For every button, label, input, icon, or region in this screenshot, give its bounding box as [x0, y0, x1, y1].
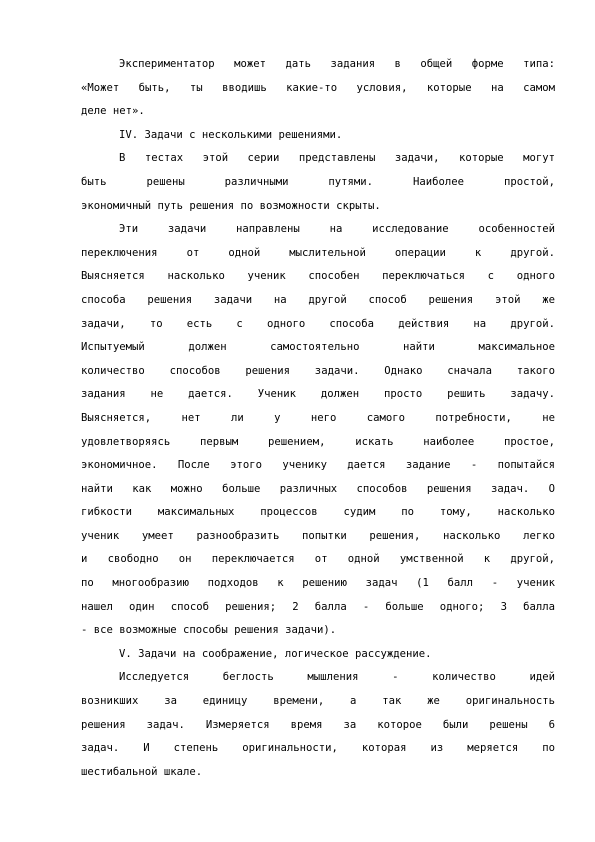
section-heading-v: V. Задачи на соображение, логическое рассуждение.	[119, 647, 432, 660]
paragraph-line: найти как можно больше различных способов решения задач. О	[81, 482, 555, 495]
paragraph-line: решения задач. Измеряется время за которое были решены 6	[81, 718, 555, 731]
paragraph-line: нашел один способ решения; 2 балла - больше одного; 3 балла	[81, 600, 555, 613]
paragraph-line: ученик умеет разнообразить попытки решения, насколько легко	[81, 529, 555, 542]
paragraph-line: Испытуемый должен самостоятельно найти максимальное	[81, 341, 555, 354]
paragraph-line: деле нет».	[81, 105, 145, 118]
paragraph-line: удовлетворяясь первым решением, искать наиболее простое,	[81, 435, 555, 448]
paragraph-line: задания не дается. Ученик должен просто решить задачу.	[81, 388, 555, 401]
paragraph-line: экономичный путь решения по возможности скрыты.	[81, 199, 381, 212]
paragraph-line: - все возможные способы решения задачи).	[81, 624, 337, 637]
paragraph-line: способа решения задачи на другой способ решения этой же	[81, 293, 555, 306]
paragraph-line: Выясняется, нет ли у него самого потребности, не	[81, 411, 555, 424]
paragraph-line: по многообразию подходов к решению задач (1 балл - ученик	[81, 577, 555, 590]
paragraph-line: задачи, то есть с одного способа действия на другой.	[81, 317, 555, 330]
paragraph-line: Выясняется насколько ученик способен переключаться с одного	[81, 270, 555, 283]
paragraph-line: переключения от одной мыслительной операции к другой.	[81, 246, 555, 259]
paragraph-line: количество способов решения задачи. Однако сначала такого	[81, 364, 555, 377]
paragraph-line: возникших за единицу времени, а так же оригинальность	[81, 695, 555, 708]
paragraph-line: шестибальной шкале.	[81, 765, 203, 778]
section-heading-iv: IV. Задачи с несколькими решениями.	[119, 128, 343, 141]
paragraph-line: гибкости максимальных процессов судим по тому, насколько	[81, 506, 555, 519]
paragraph-line: «Может быть, ты вводишь какие-то условия, которые на самом	[81, 81, 555, 94]
paragraph-line: и свободно он переключается от одной умственной к другой,	[81, 553, 555, 566]
paragraph-line: быть решены различными путями. Наиболее простой,	[81, 175, 555, 188]
paragraph-line: Исследуется беглость мышления - количество идей	[119, 671, 555, 684]
paragraph-line: задач. И степень оригинальности, которая из меряется по	[81, 742, 555, 755]
paragraph-line: Эти задачи направлены на исследование особенностей	[119, 223, 555, 236]
paragraph-line: В тестах этой серии представлены задачи, которые могут	[119, 152, 555, 165]
paragraph-line: Экспериментатор может дать задания в общей форме типа:	[119, 58, 555, 70]
paragraph-line: экономичное. После этого ученику дается задание - попытайся	[81, 459, 555, 472]
